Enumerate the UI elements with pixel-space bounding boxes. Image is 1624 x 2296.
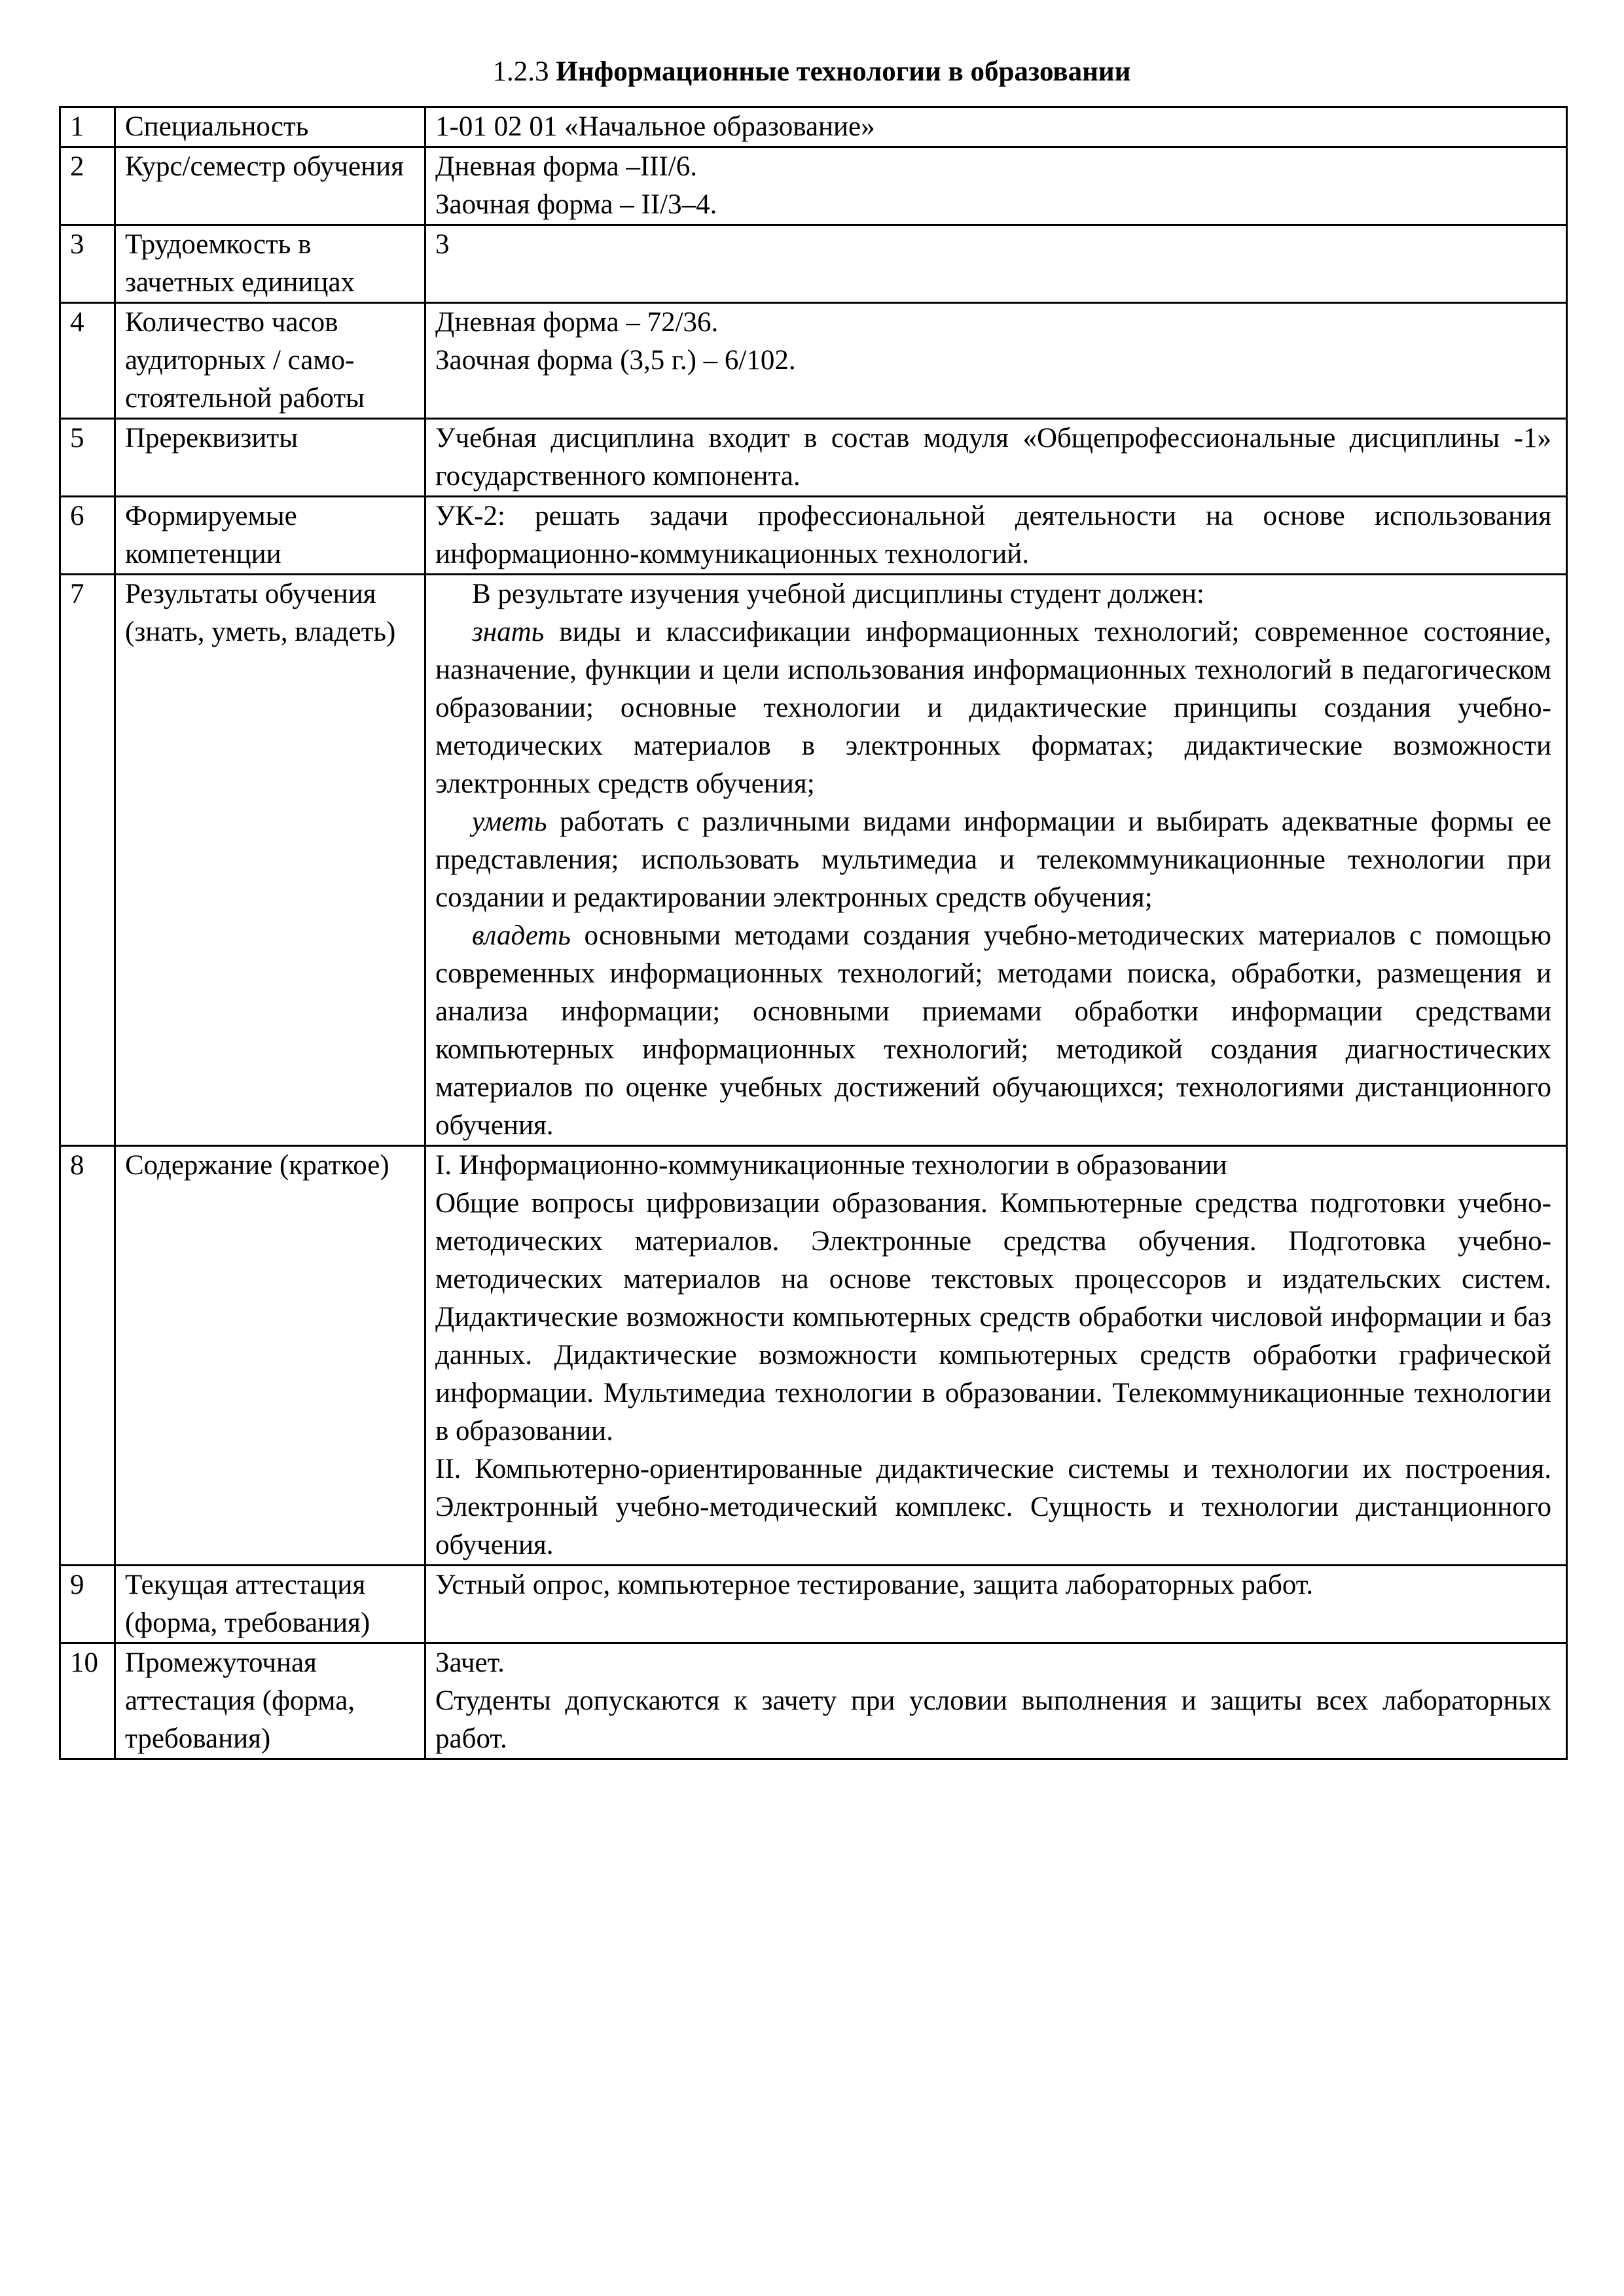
row-number: 4 <box>60 303 115 419</box>
course-extramural-text: Заочная форма – II/3–4. <box>435 189 717 220</box>
row-value <box>425 225 1567 303</box>
can-text: работать с различными видами информации и выбирать адекватные формы ее представления; использовать мультимедиа и телекоммуникационные технологии при создании и редактировании электронных средств обучения; <box>435 806 1551 913</box>
outcomes-intro: В результате изучения учебной дисциплины студент должен: <box>472 579 1205 609</box>
prerequisites-text: Учебная дисциплина входит в состав модуля «Общепрофессиональные дисциплины -1» государственного компонента. <box>435 423 1551 492</box>
document-title <box>59 54 1564 90</box>
row-number: 9 <box>60 1566 115 1643</box>
discipline-card-table <box>59 106 1568 1760</box>
can-term: уметь <box>472 806 547 837</box>
row-number: 1 <box>60 107 115 147</box>
row-label: Формируемые компетенции <box>115 497 425 575</box>
table-row <box>60 419 1567 497</box>
know-term: знать <box>472 617 545 647</box>
row-value <box>425 419 1567 497</box>
competencies-text: УК-2: решать задачи профессиональной деятельности на основе использования информационно-коммуникационных технологий. <box>435 501 1551 569</box>
outcomes-own <box>435 917 1551 1145</box>
interim-requirements-text: Студенты допускаются к зачету при условии выполнения и защиты всех лабораторных работ. <box>435 1685 1551 1754</box>
interim-form-text: Зачет. <box>435 1647 505 1678</box>
outcomes-know <box>435 613 1551 803</box>
table-row <box>60 225 1567 303</box>
table-row <box>60 497 1567 575</box>
credits-text: 3 <box>435 229 450 260</box>
row-label: Пререквизиты <box>115 419 425 497</box>
table-row <box>60 1566 1567 1643</box>
table-row <box>60 1146 1567 1566</box>
table-row <box>60 107 1567 147</box>
row-label: Промежуточная аттестация (форма, требования) <box>115 1643 425 1759</box>
row-value <box>425 147 1567 225</box>
row-number: 10 <box>60 1643 115 1759</box>
outcomes-can <box>435 803 1551 917</box>
discipline-name: Информационные технологии в образовании <box>556 56 1131 87</box>
hours-extramural-text: Заочная форма (3,5 г.) – 6/102. <box>435 345 796 376</box>
row-number: 3 <box>60 225 115 303</box>
specialty-text: 1-01 02 01 «Начальное образование» <box>435 111 875 142</box>
row-label: Текущая аттестация (форма, требования) <box>115 1566 425 1643</box>
row-number: 6 <box>60 497 115 575</box>
row-value <box>425 107 1567 147</box>
table-row <box>60 1643 1567 1759</box>
content-section-2-text: II. Компьютерно-ориентированные дидактические системы и технологии их построения. Электронный учебно-методический комплекс. Сущность и технологии дистанционного обучения. <box>435 1454 1551 1560</box>
row-label: Специальность <box>115 107 425 147</box>
row-label: Курс/семестр обучения <box>115 147 425 225</box>
hours-day-text: Дневная форма – 72/36. <box>435 307 719 338</box>
row-value <box>425 303 1567 419</box>
row-number: 2 <box>60 147 115 225</box>
row-value <box>425 1146 1567 1566</box>
content-section-1-text: Общие вопросы цифровизации образования. Компьютерные средства подготовки учебно-методических материалов. Электронные средства обучения. Подготовка учебно-методических материалов на основе текстовых процессоров и издательских систем. Дидактические возможности компьютерных средств обработки числовой информации и баз данных. Дидактические возможности компьютерных средств обработки графической информации. Мультимедиа технологии в образовании. Телекоммуникационные технологии в образовании. <box>435 1188 1551 1446</box>
table-row <box>60 147 1567 225</box>
content-section-1-title: I. Информационно-коммуникационные технологии в образовании <box>435 1150 1227 1181</box>
current-assessment-text: Устный опрос, компьютерное тестирование, защита лабораторных работ. <box>435 1570 1314 1600</box>
row-value <box>425 497 1567 575</box>
know-text: виды и классификации информационных технологий; современное состояние, назначение, функции и цели использования информационных технологий в педагогическом образовании; основные технологии и дидактические принципы создания учебно-методических материалов в электронных форматах; дидактические возможности электронных средств обучения; <box>435 617 1551 799</box>
row-number: 7 <box>60 575 115 1146</box>
row-value <box>425 575 1567 1146</box>
row-label: Трудоемкость в зачетных единицах <box>115 225 425 303</box>
section-number: 1.2.3 <box>492 56 549 87</box>
row-label: Результаты обучения (знать, уметь, владеть) <box>115 575 425 1146</box>
own-term: владеть <box>472 920 571 951</box>
row-label: Содержание (краткое) <box>115 1146 425 1566</box>
row-number: 5 <box>60 419 115 497</box>
row-number: 8 <box>60 1146 115 1566</box>
table-row <box>60 575 1567 1146</box>
row-value <box>425 1566 1567 1643</box>
row-value <box>425 1643 1567 1759</box>
row-label: Количество часов аудиторных / само-стоятельной работы <box>115 303 425 419</box>
table-row <box>60 303 1567 419</box>
own-text: основными методами создания учебно-методических материалов с помощью современных информационных технологий; методами поиска, обработки, размещения и анализа информации; основными приемами обработки информации средствами компьютерных информационных технологий; методикой создания диагностических материалов по оценке учебных достижений обучающихся; технологиями дистанционного обучения. <box>435 920 1551 1141</box>
course-day-text: Дневная форма –III/6. <box>435 151 697 182</box>
